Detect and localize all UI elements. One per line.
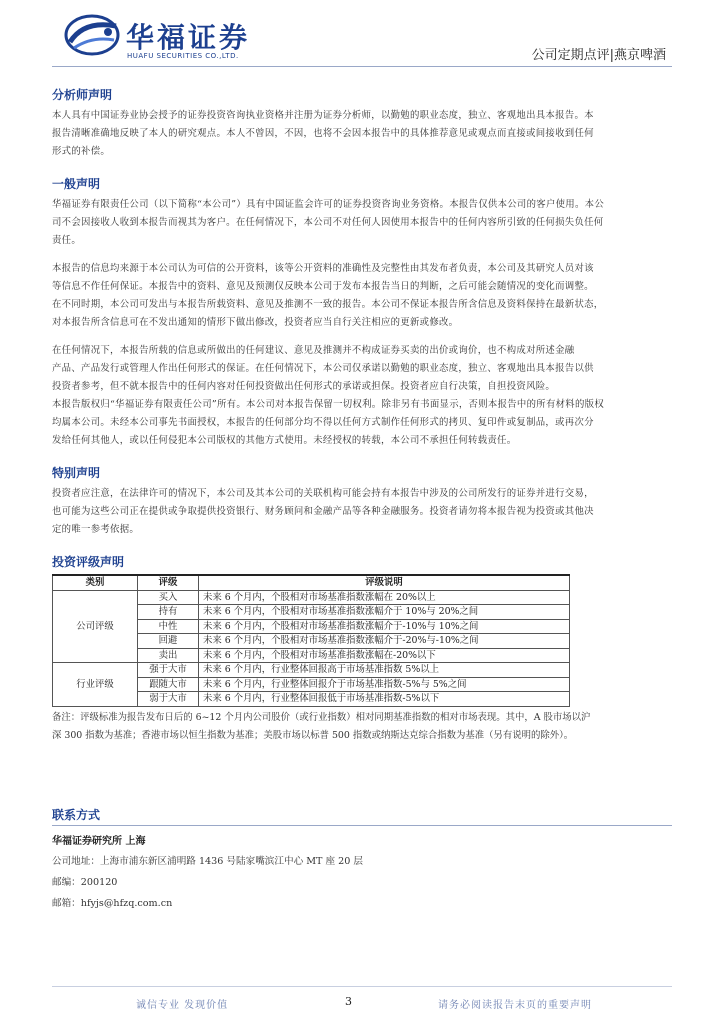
general-title: 一般声明 [52,177,101,191]
rating-desc: 未来 6 个月内，个股相对市场基准指数涨幅在-20%以下 [199,648,570,663]
rating-desc: 未来 6 个月内，行业整体回报介于市场基准指数-5%与 5%之间 [199,677,570,692]
header-divider [52,66,672,67]
special-title: 特别声明 [52,466,101,480]
general-p3-line: 产品、产品发行或管理人作出任何形式的保证。在任何情况下，本公司仅承诺以勤勉的职业态度，独立、客观地出具本报告以供 [52,363,594,374]
rating-level: 强于大市 [138,663,199,678]
general-p2-line: 等信息不作任何保证。本报告中的资料、意见及预测仅反映本公司于发布本报告当日的判断，之后可能会随情况的变化而调整。 [52,281,594,292]
rating-level: 弱于大市 [138,692,199,707]
analyst-line: 形式的补偿。 [52,146,111,157]
general-p3-line: 本报告版权归“华福证券有限责任公司”所有。本公司对本报告保留一切权利。除非另有书面显示，否则本报告中的所有材料的版权 [52,399,604,410]
general-p2-line: 在不同时期，本公司可发出与本报告所载资料、意见及推测不一致的报告。本公司不保证本报告所含信息及资料保持在最新状态， [52,299,604,310]
general-p3-line: 投资者参考，但不就本报告中的任何内容对任何投资做出任何形式的承诺或担保。投资者应自行决策，自担投资风险。 [52,381,556,392]
company-logo [64,12,264,62]
analyst-line: 本人具有中国证券业协会授予的证券投资咨询执业资格并注册为证券分析师，以勤勉的职业态度，独立、客观地出具本报告。本 [52,110,594,121]
rating-title: 投资评级声明 [52,555,125,569]
general-p2-line: 对本报告所含信息可在不发出通知的情形下做出修改，投资者应当自行关注相应的更新或修改。 [52,317,459,328]
rating-desc: 未来 6 个月内，行业整体回报高于市场基准指数 5%以上 [199,663,570,678]
general-p1-line: 华福证券有限责任公司（以下简称“本公司”）具有中国证监会许可的证券投资咨询业务资格。本报告仅供本公司的客户使用。本公 [52,199,604,210]
footer-slogan: 诚信专业 发现价值 [136,1000,229,1011]
header-description: 评级说明 [199,575,570,590]
analyst-title: 分析师声明 [52,88,113,102]
general-p3-line: 在任何情况下，本报告所载的信息或所做出的任何建议、意见及推测并不构成证券买卖的出价或询价，也不构成对所述金融 [52,345,575,356]
logo-cn-text: 华福证券 [126,21,251,54]
special-line: 投资者应注意，在法律许可的情况下，本公司及其本公司的关联机构可能会持有本报告中涉及的公司所发行的证券并进行交易， [52,488,594,499]
company-rating-label: 公司评级 [53,590,138,663]
rating-desc: 未来 6 个月内，行业整体回报低于市场基准指数-5%以下 [199,692,570,707]
contact-email[interactable]: 邮箱：hfyjs@hfzq.com.cn [52,898,173,909]
contact-org: 华福证券研究所 上海 [52,836,146,847]
page-number: 3 [345,995,352,1008]
general-p1-line: 司不会因接收人收到本报告而视其为客户。在任何情况下，本公司不对任何人因使用本报告中的任何内容所引致的任何损失负任何 [52,217,604,228]
rating-desc: 未来 6 个月内，个股相对市场基准指数涨幅介于-20%与-10%之间 [199,634,570,649]
huafu-logo-icon [64,12,122,58]
rating-desc: 未来 6 个月内，个股相对市场基准指数涨幅在 20%以上 [199,590,570,605]
general-p3-line: 发给任何其他人，或以任何侵犯本公司版权的其他方式使用。未经授权的转载，本公司不承担任何转载责任。 [52,435,517,446]
rating-note-line: 备注：评级标准为报告发布日后的 6~12 个月内公司股价（或行业指数）相对同期基准指数的相对市场表现。其中，A 股市场以沪 [52,711,591,723]
contact-title: 联系方式 [52,808,101,822]
industry-rating-label: 行业评级 [53,663,138,707]
general-p3-line: 均属本公司。未经本公司事先书面授权，本报告的任何部分均不得以任何方式制作任何形式的拷贝、复印件或复制品，或再次分 [52,417,594,428]
rating-table-header [53,575,570,590]
table-row [53,663,570,678]
footer-divider [52,986,672,987]
main-content [52,86,672,745]
report-type: 公司定期点评|燕京啤酒 [531,48,666,63]
contact-divider [52,825,672,826]
analyst-line: 报告清晰准确地反映了本人的研究观点。本人不曾因，不因，也将不会因本报告中的具体推荐意见或观点而直接或间接收到任何 [52,128,594,139]
general-p2-line: 本报告的信息均来源于本公司认为可信的公开资料，该等公开资料的准确性及完整性由其发布者负责，本公司及其研究人员对该 [52,263,594,274]
contact-postcode: 邮编：200120 [52,877,118,888]
contact-address: 公司地址：上海市浦东新区浦明路 1436 号陆家嘴滨江中心 MT 座 20 层 [52,856,363,867]
rating-level: 持有 [138,605,199,620]
rating-level: 卖出 [138,648,199,663]
rating-note [52,709,672,745]
rating-desc: 未来 6 个月内，个股相对市场基准指数涨幅介于 10%与 20%之间 [199,605,570,620]
header-category: 类别 [53,575,138,590]
logo-en-text: HUAFU SECURITIES CO.,LTD. [127,52,239,60]
table-row [53,590,570,605]
footer-disclaimer: 请务必阅读报告末页的重要声明 [438,1000,592,1011]
header-level: 评级 [138,575,199,590]
general-p1-line: 责任。 [52,235,82,246]
rating-desc: 未来 6 个月内，个股相对市场基准指数涨幅介于-10%与 10%之间 [199,619,570,634]
special-line: 也可能为这些公司正在提供或争取提供投资银行、财务顾问和金融产品等各种金融服务。投资者请勿将本报告视为投资或其他决 [52,506,594,517]
rating-note-line: 深 300 指数为基准；香港市场以恒生指数为基准；美股市场以标普 500 指数或纳斯达克综合指数为基准（另有说明的除外）。 [52,729,574,741]
rating-level: 中性 [138,619,199,634]
special-line: 定的唯一参考依据。 [52,524,140,535]
rating-level: 回避 [138,634,199,649]
rating-level: 跟随大市 [138,677,199,692]
rating-level: 买入 [138,590,199,605]
rating-table [52,574,570,707]
page-header [0,0,724,70]
